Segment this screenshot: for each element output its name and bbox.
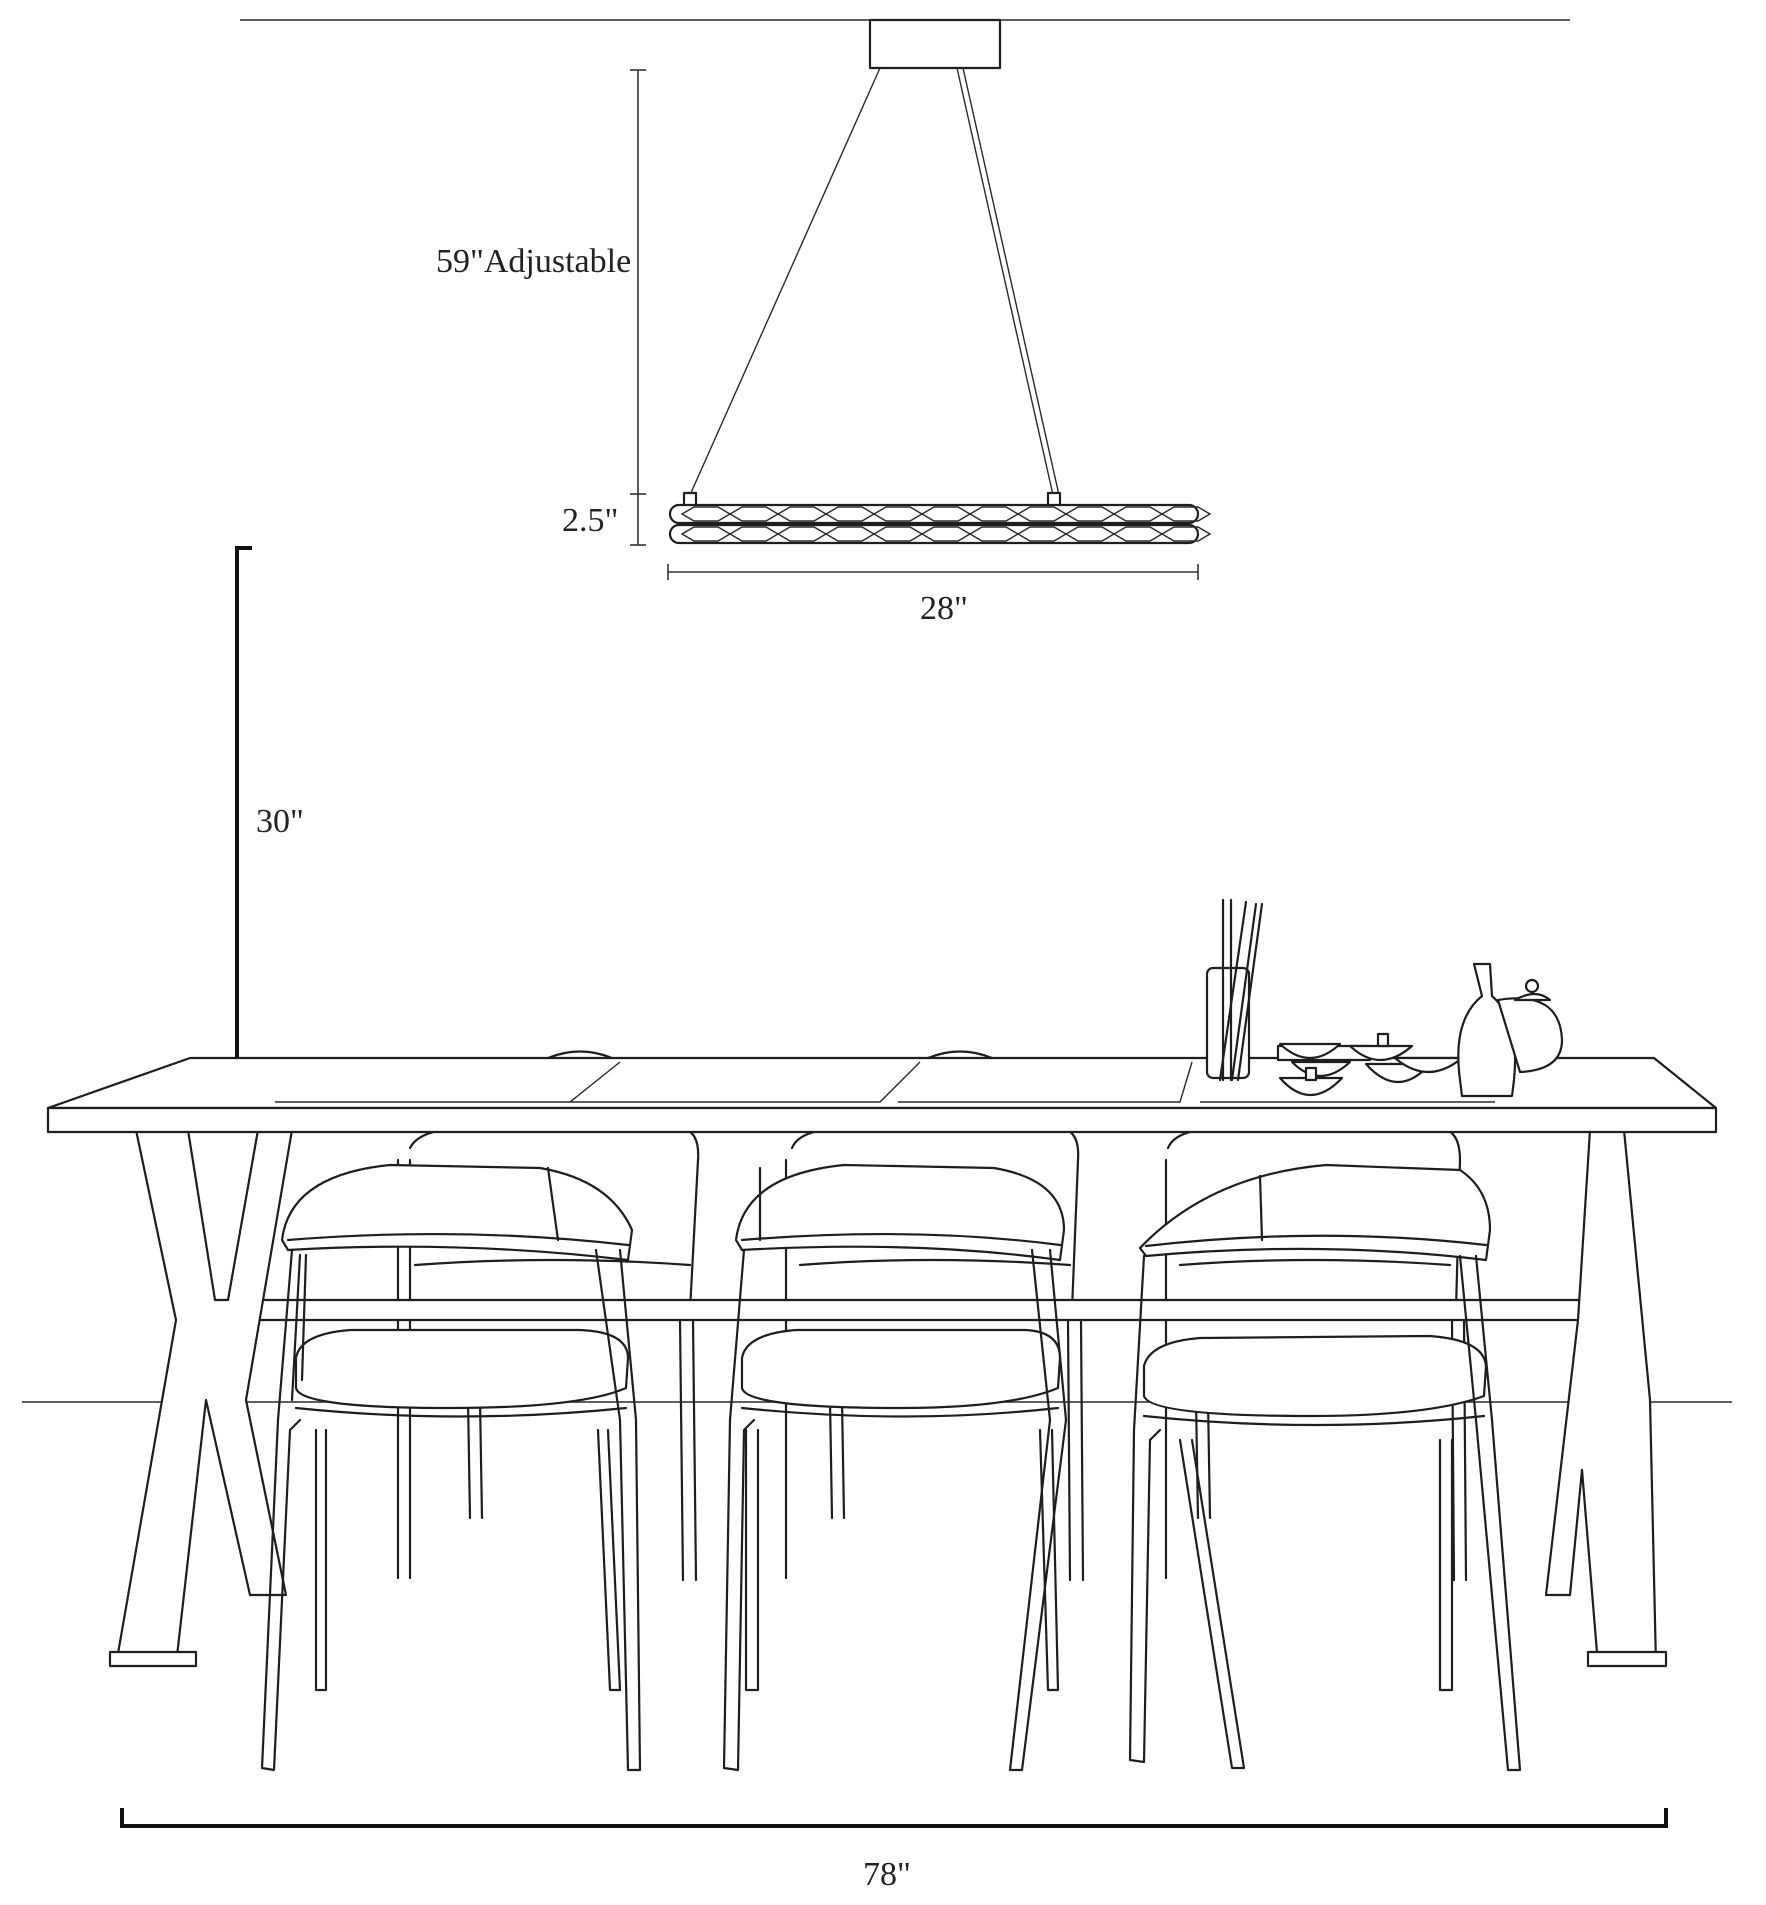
cord-drop-dimension (630, 70, 646, 545)
table-length-label: 78" (863, 1856, 911, 1893)
table-clearance-label: 30" (256, 803, 304, 840)
crystal-fixture (670, 505, 1210, 543)
table-stretcher (222, 1300, 1582, 1320)
cord-drop-label: 59"Adjustable (436, 243, 632, 280)
front-chair (724, 1165, 1066, 1770)
ceiling-canopy (870, 20, 1000, 68)
clearance-bracket (237, 548, 252, 1108)
fixture-width-dimension (668, 564, 1198, 580)
front-chairs (262, 1165, 1520, 1770)
fixture-height-label: 2.5" (562, 502, 619, 539)
fixture-width-label: 28" (920, 590, 968, 627)
suspension-cables (690, 68, 1059, 495)
table-length-bracket (122, 1808, 1666, 1826)
front-chair (1130, 1165, 1520, 1770)
front-chair (262, 1165, 640, 1770)
